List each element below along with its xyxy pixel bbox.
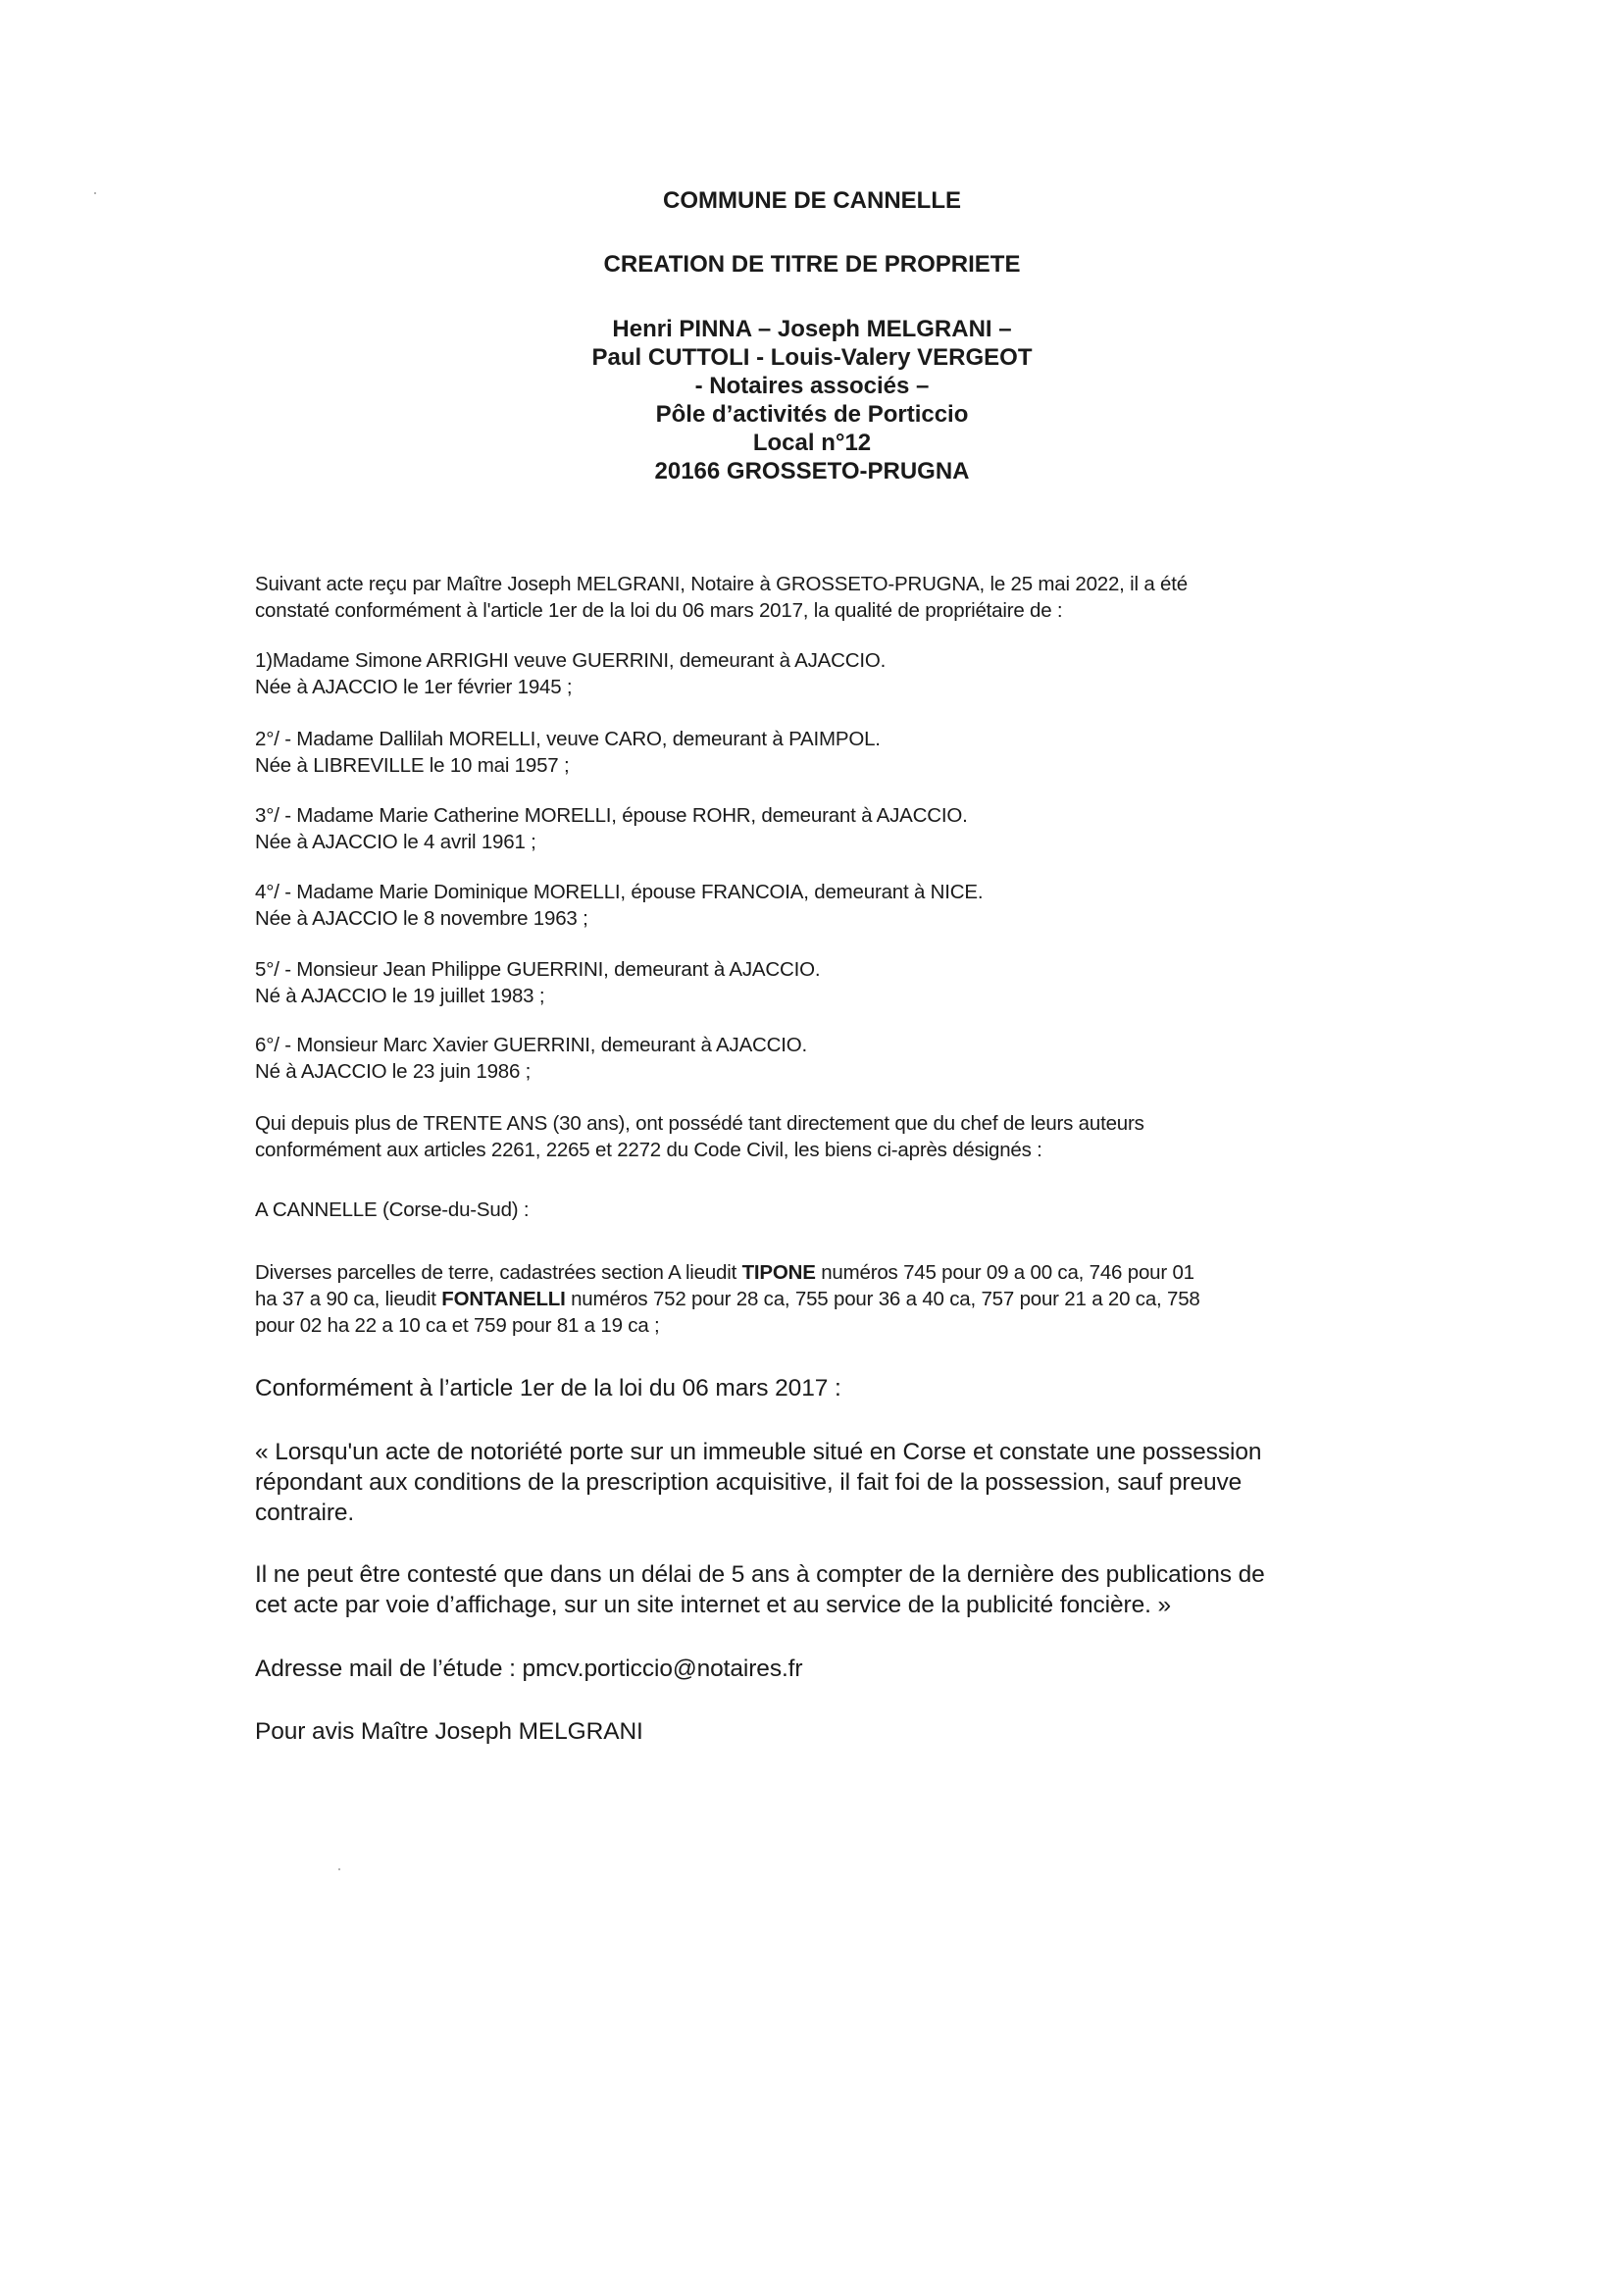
notaires-block [0, 315, 1624, 485]
lieudit-fontanelli: FONTANELLI [441, 1288, 566, 1310]
document-title: CREATION DE TITRE DE PROPRIETE [603, 251, 1021, 278]
heir-name: 5°/ - Monsieur Jean Philippe GUERRINI, demeurant à AJACCIO. [255, 958, 821, 981]
address-line-1: Pôle d’activités de Porticcio [655, 401, 969, 428]
heir-name: 1)Madame Simone ARRIGHI veuve GUERRINI, demeurant à AJACCIO. [255, 649, 887, 672]
quote-line: « Lorsqu'un acte de notoriété porte sur un immeuble situé en Corse et constate une possession [255, 1439, 1262, 1465]
scan-speck [338, 1868, 340, 1870]
contest-line: Il ne peut être contesté que dans un délai de 5 ans à compter de la dernière des publications de [255, 1561, 1265, 1588]
heir-entry [255, 726, 1432, 779]
notaires-names-line-1: Henri PINNA – Joseph MELGRANI – [612, 316, 1012, 342]
possession-paragraph [255, 1110, 1432, 1163]
parcels-text: Diverses parcelles de terre, cadastrées section A lieudit [255, 1261, 742, 1284]
heir-name: 4°/ - Madame Marie Dominique MORELLI, épouse FRANCOIA, demeurant à NICE. [255, 881, 984, 903]
parcels-text: numéros 752 pour 28 ca, 755 pour 36 a 40 ca, 757 pour 21 a 20 ca, 758 [565, 1288, 1200, 1310]
heir-birth: Née à AJACCIO le 8 novembre 1963 ; [255, 907, 588, 930]
parcels-line: pour 02 ha 22 a 10 ca et 759 pour 81 a 19 ca ; [255, 1314, 660, 1337]
possession-line: Qui depuis plus de TRENTE ANS (30 ans), ont possédé tant directement que du chef de leurs auteurs [255, 1112, 1144, 1135]
intro-paragraph [255, 571, 1432, 624]
signature-line [255, 1716, 1432, 1747]
avis-text: Pour avis Maître Joseph MELGRANI [255, 1718, 643, 1745]
article-reference [255, 1373, 1432, 1403]
commune-title: COMMUNE DE CANNELLE [663, 187, 961, 214]
heir-entry [255, 802, 1432, 855]
heir-name: 2°/ - Madame Dallilah MORELLI, veuve CARO, demeurant à PAIMPOL. [255, 728, 881, 750]
heir-birth: Né à AJACCIO le 23 juin 1986 ; [255, 1060, 532, 1083]
possession-line: conformément aux articles 2261, 2265 et 2272 du Code Civil, les biens ci-après désignés : [255, 1139, 1042, 1161]
heir-birth: Née à LIBREVILLE le 10 mai 1957 ; [255, 754, 570, 777]
intro-line: Suivant acte reçu par Maître Joseph MELGRANI, Notaire à GROSSETO-PRUGNA, le 25 mai 2022, il a été [255, 573, 1188, 595]
article-text: Conformément à l’article 1er de la loi du 06 mars 2017 : [255, 1375, 841, 1401]
parcels-text: numéros 745 pour 09 a 00 ca, 746 pour 01 [815, 1261, 1194, 1284]
intro-line: constaté conformément à l'article 1er de la loi du 06 mars 2017, la qualité de propriétaire de : [255, 599, 1063, 622]
address-line-2: Local n°12 [752, 430, 872, 456]
heir-entry [255, 879, 1432, 932]
heir-name: 3°/ - Madame Marie Catherine MORELLI, épouse ROHR, demeurant à AJACCIO. [255, 804, 968, 827]
heir-entry [255, 647, 1432, 700]
heir-birth: Né à AJACCIO le 19 juillet 1983 ; [255, 985, 545, 1007]
parcels-line [255, 1286, 1432, 1312]
heir-entry [255, 956, 1432, 1009]
lieudit-tipone: TIPONE [741, 1261, 816, 1284]
notaires-associes: - Notaires associés – [694, 373, 930, 399]
notaires-names-line-2: Paul CUTTOLI - Louis-Valery VERGEOT [591, 344, 1033, 371]
quote-line: contraire. [255, 1500, 355, 1526]
parcels-line [255, 1259, 1432, 1286]
location-text: A CANNELLE (Corse-du-Sud) : [255, 1198, 530, 1221]
parcels-paragraph [255, 1259, 1432, 1339]
contest-paragraph [255, 1559, 1432, 1620]
address-line-3: 20166 GROSSETO-PRUGNA [654, 458, 970, 484]
location-heading [255, 1197, 1432, 1223]
parcels-text: ha 37 a 90 ca, lieudit [255, 1288, 442, 1310]
contact-email [255, 1654, 1432, 1684]
quote-line: répondant aux conditions de la prescription acquisitive, il fait foi de la possession, sauf preuve [255, 1469, 1243, 1496]
contest-line: cet acte par voie d’affichage, sur un site internet et au service de la publicité foncière. » [255, 1592, 1172, 1618]
heir-entry [255, 1032, 1432, 1085]
email-text: Adresse mail de l’étude : pmcv.porticcio@notaires.fr [255, 1656, 803, 1682]
heir-birth: Née à AJACCIO le 4 avril 1961 ; [255, 831, 536, 853]
heir-birth: Née à AJACCIO le 1er février 1945 ; [255, 676, 573, 698]
heir-name: 6°/ - Monsieur Marc Xavier GUERRINI, demeurant à AJACCIO. [255, 1034, 808, 1056]
law-quote [255, 1437, 1432, 1528]
